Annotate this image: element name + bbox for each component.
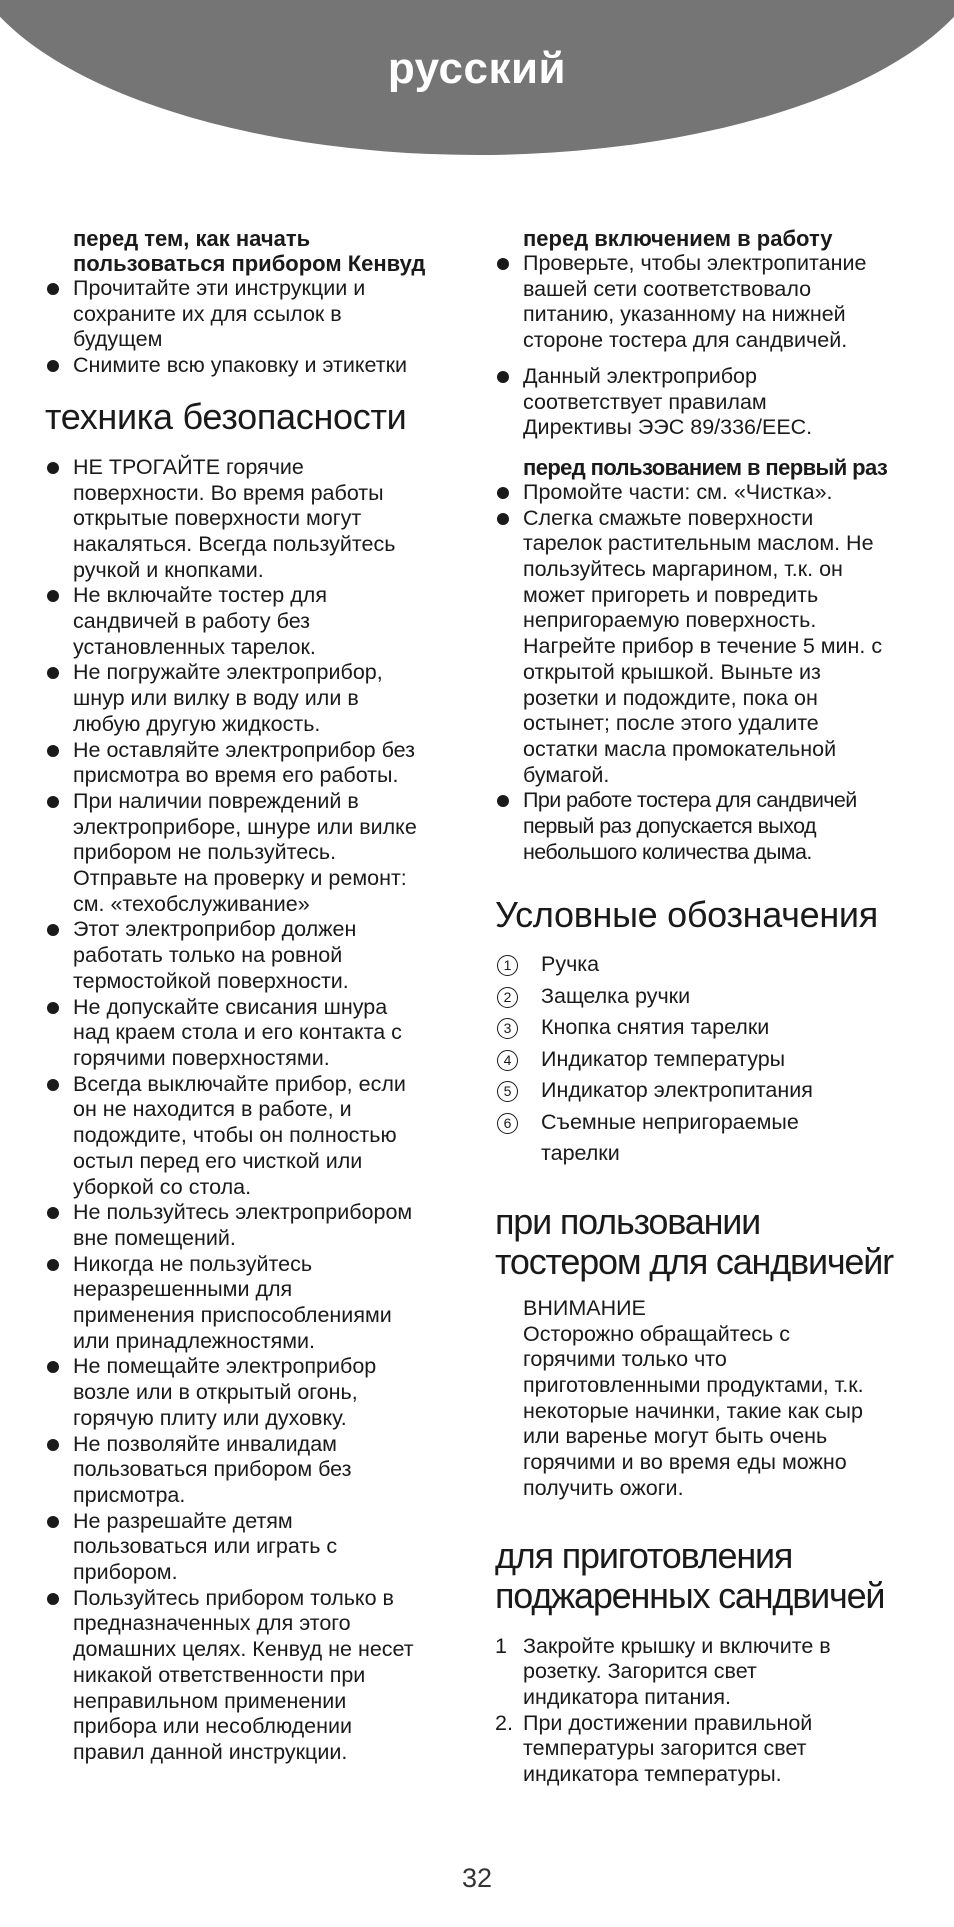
step-number: 2. xyxy=(495,1710,513,1735)
text-line: Данный электроприбор xyxy=(523,363,757,388)
text-line: или принадлежностями. xyxy=(73,1328,316,1353)
text-line: остатки масла промокательной xyxy=(523,736,837,761)
text-line: Всегда выключайте прибор, если xyxy=(73,1071,406,1096)
list-item xyxy=(45,1200,465,1251)
text-line: Не пользуйтесь электроприбором xyxy=(73,1200,413,1225)
list-item xyxy=(45,455,465,584)
text-line: неразрешенными для xyxy=(73,1277,293,1302)
text-line: вашей сети соответствовало xyxy=(523,276,812,301)
safety-list xyxy=(45,455,465,1766)
text-line: уборкой со стола. xyxy=(73,1174,252,1199)
right-column xyxy=(495,226,915,1788)
text-line: Снимите всю упаковку и этикетки xyxy=(73,353,408,378)
text-line: прибором. xyxy=(73,1560,178,1585)
list-item xyxy=(495,480,915,506)
text-line: работать только на ровной xyxy=(73,943,343,968)
before-use-heading: перед включением в работу xyxy=(523,226,833,251)
text-line: установленных тарелок. xyxy=(73,634,316,659)
text-line: небольшого количества дыма. xyxy=(523,839,812,864)
bullet-icon xyxy=(47,1593,59,1605)
text-line: открытые поверхности могут xyxy=(73,506,362,531)
text-line: НЕ ТРОГАЙТЕ горячие xyxy=(73,454,304,479)
text-line: Индикатор электропитания xyxy=(541,1078,813,1103)
legend-title: Условные обозначения xyxy=(495,894,878,936)
toast-steps xyxy=(495,1634,915,1788)
attention-label: ВНИМАНИЕ xyxy=(523,1295,646,1320)
text-line: горячими и во время еды можно xyxy=(523,1450,847,1475)
bullet-icon xyxy=(47,1207,59,1219)
text-line: Слегка смажьте поверхности xyxy=(523,505,814,530)
bullet-icon xyxy=(47,667,59,679)
legend-item xyxy=(495,1012,915,1044)
text-line: непригораемую поверхность. xyxy=(523,608,817,633)
text-line: электроприборе, шнуре или вилке xyxy=(73,814,417,839)
list-item xyxy=(45,1432,465,1509)
text-line: остынет; после этого удалите xyxy=(523,711,819,736)
text-line: Не погружайте электроприбор, xyxy=(73,660,383,685)
text-line: остыл перед его чисткой или xyxy=(73,1148,363,1173)
text-line: индикатора питания. xyxy=(523,1685,731,1709)
text-line: прибора или несоблюдении xyxy=(73,1714,353,1739)
text-line: прибором не пользуйтесь. xyxy=(73,840,337,865)
list-item xyxy=(45,1586,465,1766)
text-line: Никогда не пользуйтесь xyxy=(73,1251,313,1276)
text-line: Осторожно обращайтесь с xyxy=(523,1321,790,1346)
list-item xyxy=(45,660,465,737)
text-line: сандвичей в работу без xyxy=(73,609,311,634)
legend-item xyxy=(495,1107,915,1170)
text-line: тарелок растительным маслом. Не xyxy=(523,531,874,556)
text-line: сохраните их для ссылок в xyxy=(73,301,342,326)
text-line: Не позволяйте инвалидам xyxy=(73,1431,337,1456)
text-line: см. «техобслуживание» xyxy=(73,891,310,916)
text-line: температуры загорится свет xyxy=(523,1736,807,1761)
list-item xyxy=(45,789,465,918)
text-line: Промойте части: см. «Чистка». xyxy=(523,479,833,504)
bullet-icon xyxy=(47,360,59,372)
using-title: при пользовании тостером для сандвичейr xyxy=(495,1200,893,1282)
text-line: накаляться. Всегда пользуйтесь xyxy=(73,531,396,556)
text-line: Закройте крышку и включите в xyxy=(523,1633,831,1658)
legend-list xyxy=(495,949,915,1170)
text-line: подождите, чтобы он полностью xyxy=(73,1123,397,1148)
list-item xyxy=(45,1072,465,1201)
text-line: некоторые начинки, такие как сыр xyxy=(523,1398,863,1423)
bullet-icon xyxy=(497,795,509,807)
bullet-icon xyxy=(47,1079,59,1091)
safety-title: техника безопасности xyxy=(45,395,407,437)
text-line: пользуйтесь маргарином, т.к. он xyxy=(523,557,843,582)
text-line: Этот электроприбор должен xyxy=(73,917,357,942)
list-item xyxy=(45,738,465,789)
step-number: 1 xyxy=(495,1633,507,1658)
bullet-icon xyxy=(47,924,59,936)
legend-item xyxy=(495,1044,915,1076)
step-item xyxy=(495,1634,915,1711)
text-line: возле или в открытый огонь, xyxy=(73,1380,358,1405)
text-line: Отправьте на проверку и ремонт: xyxy=(73,866,407,891)
bullet-icon xyxy=(497,371,509,383)
bullet-icon xyxy=(47,796,59,808)
text-line: Прочитайте эти инструкции и xyxy=(73,276,366,300)
text-line: Не оставляйте электроприбор без xyxy=(73,737,416,762)
before-use-list xyxy=(495,251,915,441)
intro-heading: перед тем, как начать пользоваться прибором Кенвуд xyxy=(73,226,426,276)
legend-item xyxy=(495,1075,915,1107)
text-line: пользоваться или играть с xyxy=(73,1534,338,1559)
first-use-heading: перед пользованием в первый раз xyxy=(523,454,888,480)
text-line: При достижении правильной xyxy=(523,1710,813,1735)
text-line: поверхности. Во время работы xyxy=(73,480,384,505)
toast-title: для приготовления поджаренных сандвичей xyxy=(495,1534,885,1616)
text-line: может пригореть и повредить xyxy=(523,582,819,607)
text-line: При наличии повреждений в xyxy=(73,788,359,813)
legend-item xyxy=(495,949,915,981)
text-line: пользоваться прибором без xyxy=(73,1457,352,1482)
text-line: розетку. Загорится свет xyxy=(523,1659,757,1684)
language-title: русский xyxy=(387,44,567,93)
bullet-icon xyxy=(47,590,59,602)
text-line: бумагой. xyxy=(523,762,610,787)
bullet-icon xyxy=(497,258,509,270)
bullet-icon xyxy=(47,1439,59,1451)
list-item xyxy=(45,1509,465,1586)
text-line: горячими поверхностями. xyxy=(73,1045,330,1070)
bullet-icon xyxy=(497,487,509,499)
list-item xyxy=(495,251,915,354)
text-line: Не разрешайте детям xyxy=(73,1508,293,1533)
list-item xyxy=(45,1354,465,1431)
list-item xyxy=(45,276,465,353)
list-item xyxy=(45,583,465,660)
text-line: получить ожоги. xyxy=(523,1475,684,1500)
text-line: Не включайте тостер для xyxy=(73,583,327,608)
list-item xyxy=(45,353,465,379)
text-line: неправильном применении xyxy=(73,1688,347,1713)
attention-text xyxy=(523,1322,915,1502)
text-line: При работе тостера для сандвичей xyxy=(523,788,857,813)
text-line: горячими только что xyxy=(523,1347,727,1372)
list-item xyxy=(495,364,915,441)
text-line: Защелка ручки xyxy=(541,983,691,1008)
left-column xyxy=(45,226,465,1766)
page-number: 32 xyxy=(461,1863,493,1893)
text-line: розетки и подождите, пока он xyxy=(523,685,818,710)
text-line: над краем стола и его контакта с xyxy=(73,1020,402,1045)
circled-number-icon: 6 xyxy=(497,1113,518,1134)
list-item xyxy=(495,788,915,865)
list-item xyxy=(45,1252,465,1355)
text-line: присмотра. xyxy=(73,1482,186,1507)
text-line: ручкой и кнопками. xyxy=(73,557,264,582)
bullet-icon xyxy=(47,1516,59,1528)
text-line: Не помещайте электроприбор xyxy=(73,1354,377,1379)
text-line: Кнопка снятия тарелки xyxy=(541,1015,770,1040)
text-line: вне помещений. xyxy=(73,1225,236,1250)
text-line: питанию, указанному на нижней xyxy=(523,302,846,327)
bullet-icon xyxy=(47,745,59,757)
bullet-icon xyxy=(47,1361,59,1373)
text-line: домашних целях. Кенвуд не несет xyxy=(73,1637,414,1662)
text-line: присмотра во время его работы. xyxy=(73,763,399,788)
text-line: или варенье могут быть очень xyxy=(523,1424,828,1449)
bullet-icon xyxy=(47,462,59,474)
legend-item xyxy=(495,981,915,1013)
text-line: открытой крышкой. Выньте из xyxy=(523,659,821,684)
text-line: правил данной инструкции. xyxy=(73,1739,348,1764)
text-line: Директивы ЭЭС 89/336/EEC. xyxy=(523,415,813,440)
text-line: он не находится в работе, и xyxy=(73,1097,352,1122)
circled-number-icon: 4 xyxy=(497,1050,518,1071)
text-line: применения приспособлениями xyxy=(73,1303,392,1328)
text-line: тарелки xyxy=(541,1141,620,1166)
list-item xyxy=(45,917,465,994)
text-line: Ручка xyxy=(541,952,600,977)
text-line: первый раз допускается выход xyxy=(523,814,816,839)
bullet-icon xyxy=(47,1259,59,1271)
text-line: Съемные непригораемые xyxy=(541,1109,799,1134)
bullet-icon xyxy=(497,513,509,525)
text-line: Не допускайте свисания шнура xyxy=(73,994,388,1019)
circled-number-icon: 3 xyxy=(497,1018,518,1039)
bullet-icon xyxy=(47,283,59,295)
text-line: шнур или вилку в воду или в xyxy=(73,686,359,711)
circled-number-icon: 5 xyxy=(497,1081,518,1102)
text-line: Проверьте, чтобы электропитание xyxy=(523,251,867,275)
text-line: индикатора температуры. xyxy=(523,1762,782,1787)
list-item xyxy=(45,995,465,1072)
text-line: приготовленными продуктами, т.к. xyxy=(523,1373,864,1398)
text-line: стороне тостера для сандвичей. xyxy=(523,328,848,353)
text-line: соответствует правилам xyxy=(523,389,767,414)
text-line: термостойкой поверхности. xyxy=(73,968,349,993)
circled-number-icon: 1 xyxy=(497,955,518,976)
bullet-icon xyxy=(47,1002,59,1014)
circled-number-icon: 2 xyxy=(497,987,518,1008)
text-line: Индикатор температуры xyxy=(541,1046,786,1071)
text-line: Пользуйтесь прибором только в xyxy=(73,1585,394,1610)
list-item xyxy=(495,506,915,789)
attention-block xyxy=(495,1296,915,1502)
text-line: будущем xyxy=(73,327,163,352)
intro-list xyxy=(45,276,465,379)
text-line: Нагрейте прибор в течение 5 мин. с xyxy=(523,634,883,659)
text-line: никакой ответственности при xyxy=(73,1662,366,1687)
text-line: горячую плиту или духовку. xyxy=(73,1405,347,1430)
text-line: предназначенных для этого xyxy=(73,1611,351,1636)
step-item xyxy=(495,1711,915,1788)
first-use-list xyxy=(495,480,915,866)
text-line: любую другую жидкость. xyxy=(73,711,321,736)
